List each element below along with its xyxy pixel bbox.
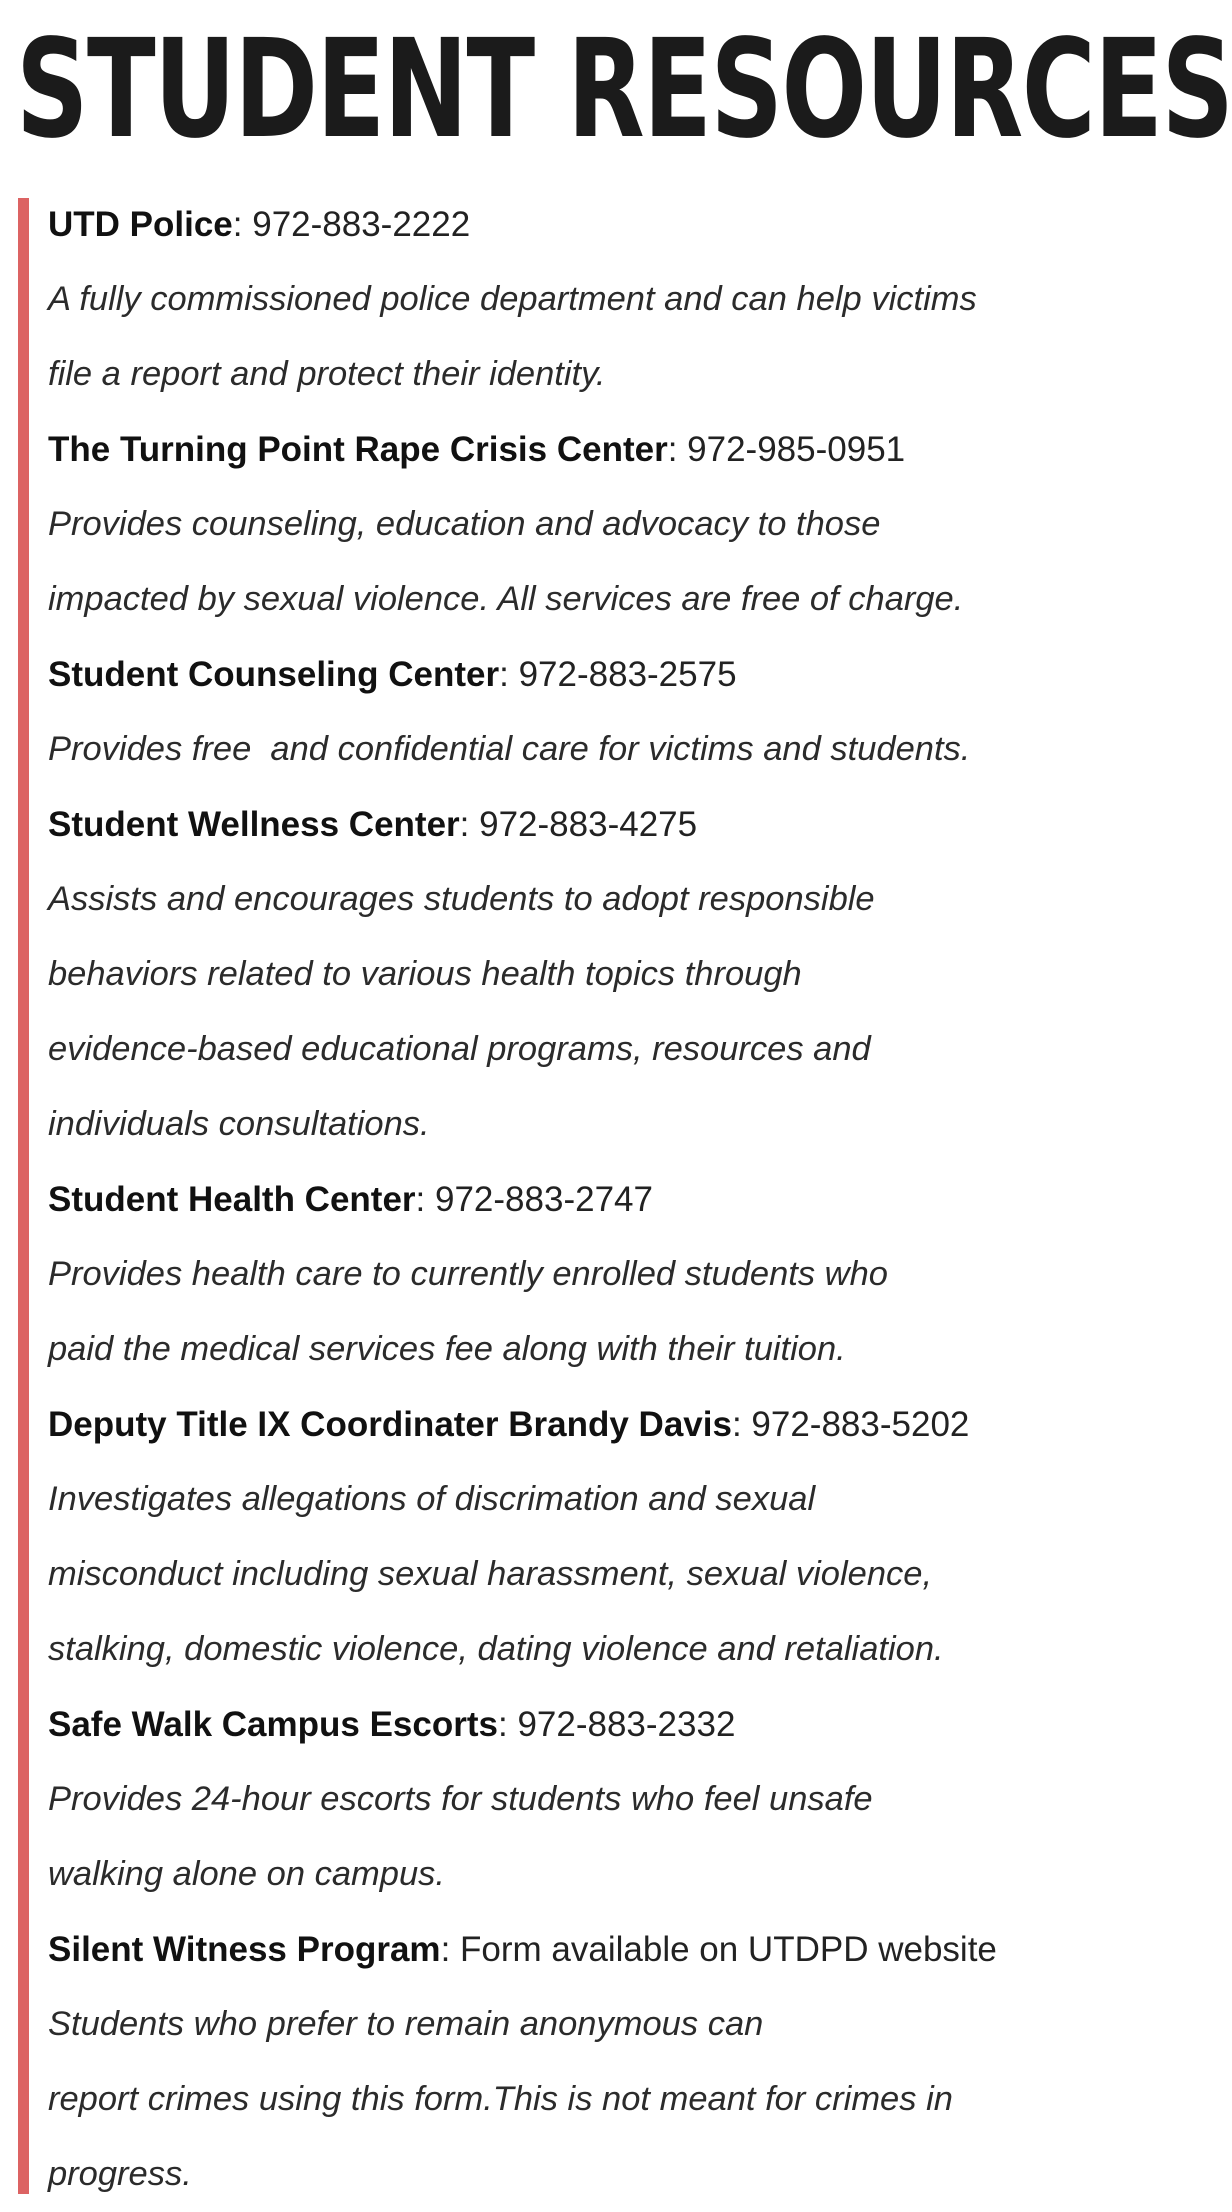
resource-description-line: evidence-based educational programs, resources and xyxy=(48,1030,871,1068)
resource-description-line: Investigates allegations of discrimation and sexual xyxy=(48,1480,816,1518)
resource-name: Silent Witness Program xyxy=(48,1930,441,1969)
resource-entry xyxy=(48,1687,1088,1912)
resource-heading xyxy=(48,637,1088,712)
resource-description-line: behaviors related to various health topics through xyxy=(48,955,802,993)
resource-description-line: stalking, domestic violence, dating violence and retaliation. xyxy=(48,1630,944,1668)
resource-separator: : xyxy=(499,655,509,694)
resource-name: The Turning Point Rape Crisis Center xyxy=(48,430,668,469)
resource-description-line: paid the medical services fee along with their tuition. xyxy=(48,1330,846,1368)
resource-description-line: individuals consultations. xyxy=(48,1105,430,1143)
accent-bar xyxy=(18,198,29,2194)
resource-entry xyxy=(48,787,1088,1162)
resource-entry xyxy=(48,1912,1088,2212)
resource-entry xyxy=(48,1162,1088,1387)
resource-separator: : xyxy=(459,805,470,844)
resource-separator: : xyxy=(415,1180,426,1219)
resource-heading xyxy=(48,1687,1088,1762)
resource-separator: : xyxy=(497,1705,508,1744)
resource-heading xyxy=(48,1912,1088,1987)
resource-contact: 972-985-0951 xyxy=(677,430,906,469)
resource-heading xyxy=(48,412,1088,487)
resource-heading xyxy=(48,187,1088,262)
resource-name: Student Health Center xyxy=(48,1180,416,1219)
resource-heading xyxy=(48,1387,1088,1462)
resource-description-line: impacted by sexual violence. All services are free of charge. xyxy=(48,580,964,618)
resource-contact: 972-883-2575 xyxy=(508,655,737,694)
resource-separator: : xyxy=(440,1930,451,1969)
resource-contact: Form available on UTDPD website xyxy=(450,1930,997,1969)
resource-separator: : xyxy=(232,205,243,244)
resource-description-line: A fully commissioned police department and can help victims xyxy=(48,280,977,318)
resource-name: Safe Walk Campus Escorts xyxy=(48,1705,498,1744)
resource-description-line: Provides free and confidential care for victims and students. xyxy=(48,730,971,768)
resource-contact: 972-883-2332 xyxy=(507,1705,736,1744)
resource-description-line: report crimes using this form.This is not meant for crimes in xyxy=(48,2080,953,2118)
resource-contact: 972-883-2747 xyxy=(425,1180,653,1219)
resource-entry xyxy=(48,412,1088,637)
resource-name: Student Counseling Center xyxy=(48,655,500,694)
page-title: STUDENT RESOURCES xyxy=(16,11,1232,169)
resource-description-line: Provides counseling, education and advocacy to those xyxy=(48,505,881,543)
resource-entry xyxy=(48,187,1088,412)
resource-separator: : xyxy=(731,1405,742,1444)
resource-description-line: Assists and encourages students to adopt responsible xyxy=(48,880,875,918)
resource-entry xyxy=(48,637,1088,787)
resource-contact: 972-883-2222 xyxy=(242,205,471,244)
resource-name: Student Wellness Center xyxy=(48,805,460,844)
resource-entry xyxy=(48,1387,1088,1687)
resource-description-line: file a report and protect their identity. xyxy=(48,355,606,393)
resource-contact: 972-883-5202 xyxy=(741,1405,970,1444)
resource-description-line: progress. xyxy=(48,2155,192,2193)
resource-separator: : xyxy=(667,430,678,469)
resource-description-line: walking alone on campus. xyxy=(48,1855,445,1893)
resource-name: Deputy Title IX Coordinater Brandy Davis xyxy=(48,1405,732,1444)
resource-description-line: misconduct including sexual harassment, sexual violence, xyxy=(48,1555,933,1593)
resource-description-line: Provides 24-hour escorts for students who feel unsafe xyxy=(48,1780,873,1818)
resource-heading xyxy=(48,1162,1088,1237)
resource-name: UTD Police xyxy=(48,205,233,244)
resource-description-line: Provides health care to currently enrolled students who xyxy=(48,1255,888,1293)
resource-heading xyxy=(48,787,1088,862)
resource-description-line: Students who prefer to remain anonymous can xyxy=(48,2005,764,2043)
resource-contact: 972-883-4275 xyxy=(469,805,698,844)
resource-list xyxy=(48,187,1088,2212)
